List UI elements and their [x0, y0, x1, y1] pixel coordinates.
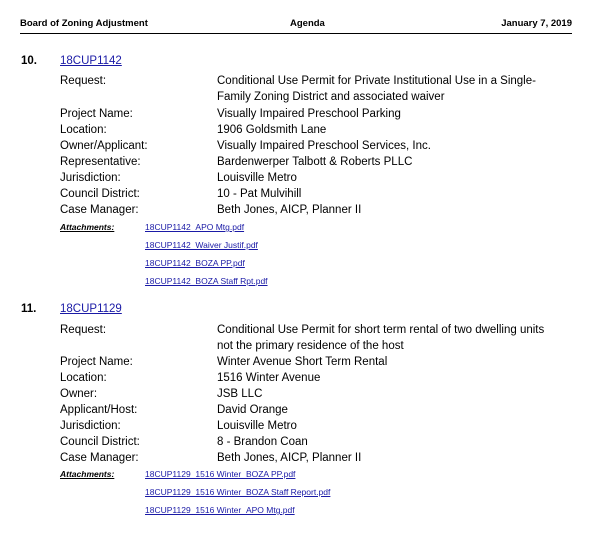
attachment-link[interactable]: 18CUP1142_Waiver Justif.pdf	[145, 240, 258, 250]
field-value: Louisville Metro	[217, 420, 297, 432]
meeting-date: January 7, 2019	[501, 18, 572, 29]
field-value: 10 - Pat Mulvihill	[217, 188, 302, 200]
field-label: Jurisdiction:	[60, 420, 121, 432]
attachment-link[interactable]: 18CUP1129_1516 Winter_BOZA Staff Report.pdf	[145, 487, 331, 497]
field-label: Request:	[60, 75, 107, 87]
field-request	[60, 322, 580, 354]
field-request	[60, 73, 580, 105]
field-value: JSB LLC	[217, 388, 263, 400]
field-value: Conditional Use Permit for short term rental of two dwelling units not the primary residence of the host	[217, 324, 545, 352]
field-value: David Orange	[217, 404, 288, 416]
field-value: Conditional Use Permit for Private Institutional Use in a Single-Family Zoning District and associated waiver	[217, 75, 536, 103]
item-number: 11.	[21, 303, 37, 315]
field-label: Request:	[60, 324, 107, 336]
field-label: Council District:	[60, 436, 140, 448]
field-value: 1516 Winter Avenue	[217, 372, 321, 384]
board-name: Board of Zoning Adjustment	[20, 18, 148, 29]
field-value: Visually Impaired Preschool Services, Inc.	[217, 140, 431, 152]
field-label: Case Manager:	[60, 452, 139, 464]
field-label: Representative:	[60, 156, 141, 168]
field-value: Bardenwerper Talbott & Roberts PLLC	[217, 156, 413, 168]
case-link[interactable]: 18CUP1142	[60, 55, 122, 67]
field-label: Location:	[60, 372, 107, 384]
attachments-label: Attachments:	[60, 222, 115, 232]
item-number: 10.	[21, 55, 37, 67]
attachment-link[interactable]: 18CUP1129_1516 Winter_BOZA PP.pdf	[145, 469, 296, 479]
document-title: Agenda	[290, 18, 325, 29]
attachment-link[interactable]: 18CUP1129_1516 Winter_APO Mtg.pdf	[145, 505, 295, 515]
field-value: Winter Avenue Short Term Rental	[217, 356, 388, 368]
attachment-link[interactable]: 18CUP1142_BOZA PP.pdf	[145, 258, 245, 268]
field-label: Owner/Applicant:	[60, 140, 148, 152]
field-label: Owner:	[60, 388, 98, 400]
field-value: Beth Jones, AICP, Planner II	[217, 204, 362, 216]
field-value: Visually Impaired Preschool Parking	[217, 108, 401, 120]
field-label: Location:	[60, 124, 107, 136]
field-label: Project Name:	[60, 356, 133, 368]
field-value: Louisville Metro	[217, 172, 297, 184]
field-label: Project Name:	[60, 108, 133, 120]
field-label: Jurisdiction:	[60, 172, 121, 184]
field-label: Council District:	[60, 188, 140, 200]
case-link[interactable]: 18CUP1129	[60, 303, 122, 315]
field-label: Applicant/Host:	[60, 404, 138, 416]
attachment-link[interactable]: 18CUP1142_APO Mtg.pdf	[145, 222, 245, 232]
field-value: 1906 Goldsmith Lane	[217, 124, 327, 136]
field-label: Case Manager:	[60, 204, 139, 216]
field-value: Beth Jones, AICP, Planner II	[217, 452, 362, 464]
attachment-link[interactable]: 18CUP1142_BOZA Staff Rpt.pdf	[145, 276, 268, 286]
attachments-label: Attachments:	[60, 469, 115, 479]
field-value: 8 - Brandon Coan	[217, 436, 308, 448]
agenda-header	[20, 15, 572, 34]
